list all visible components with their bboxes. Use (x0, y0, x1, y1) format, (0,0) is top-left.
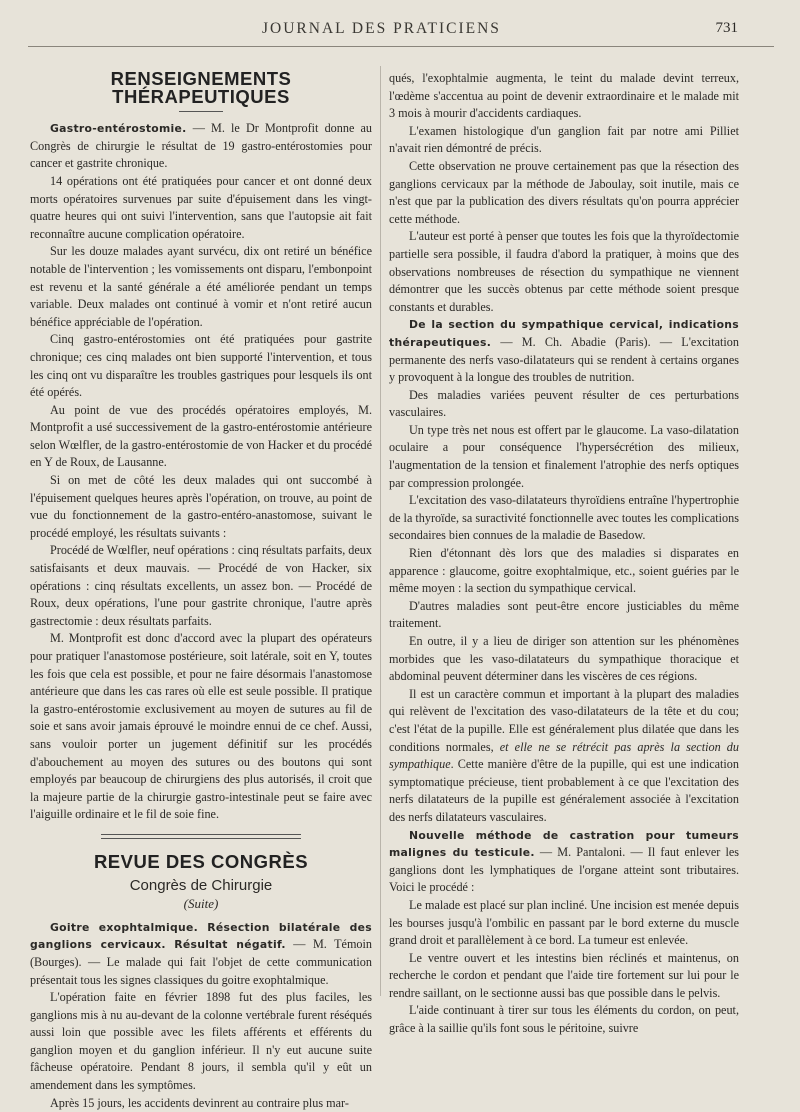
journal-title: JOURNAL DES PRATICIENS (262, 20, 501, 37)
paragraph: Cette observation ne prouve certainement pas que la résection des ganglions cervicaux par la méthode de Jaboulay, soit inutile, mais ce n'est que par la publication des divers résultats qu'on pourra apprécier cette méthode. (389, 158, 739, 226)
article-topic: Nouvelle méthode de castration pour tumeurs malignes du testicule. (389, 828, 739, 860)
paragraph: L'examen histologique d'un ganglion fait par notre ami Pilliet n'avait rien démontré de précis. (389, 123, 739, 156)
column-divider (380, 66, 381, 996)
section-rule (179, 111, 223, 112)
header-rule (28, 46, 774, 47)
article-goitre-paragraph (30, 919, 372, 989)
paragraph: Procédé de Wœlfler, neuf opérations : cinq résultats parfaits, deux satisfaisants et deux mauvais. — Procédé de von Hacker, six opérations : cinq résultats excellents, un assez bon. — Procédé de Roux, deux opérations, l'une pour gastrite chronique, l'autre après gastrectomie : deux résultats parfaits. (30, 543, 372, 628)
article-topic: Goitre exophtalmique. Résection bilatérale des ganglions cervicaux. Résultat négatif. (30, 920, 372, 952)
paragraph: Le ventre ouvert et les intestins bien réclinés et maintenus, on recherche le cordon et pendant que l'aide tire fortement sur lui pour le rendre saillant, on le sectionne aussi bas que possible dans le pelvis. (389, 950, 739, 1000)
congress-note: (Suite) (183, 896, 219, 912)
paragraph: 14 opérations ont été pratiquées pour cancer et ont donné deux morts opératoires survenues par suite d'épuisement dans les vingt-quatre heures qui ont suivi l'intervention, sans que l'autopsie ait fait reconnaître aucune complication opératoire. (30, 173, 372, 241)
right-column (389, 70, 739, 1038)
section-separator (101, 834, 301, 839)
emphasis-text: et elle ne se rétrécit pas après la section du sympathique (389, 739, 739, 772)
paragraph: Un type très net nous est offert par le glaucome. La vaso-dilatation oculaire a pour conséquence l'hypersécrétion des milieux, l'augmentation de la tension et finalement l'atrophie des nerfs optiques par compression prolongée. (389, 422, 739, 490)
congress-title: Congrès de Chirurgie (129, 876, 273, 894)
paragraph: qués, l'exophtalmie augmenta, le teint du malade devint terreux, l'œdème s'accentua au point de devenir extraordinaire et le malade mit 3 mois à mourir d'accidents cardiaques. (389, 71, 739, 121)
paragraph: D'autres maladies sont peut-être encore justiciables du même traitement. (389, 598, 739, 631)
section-title-revue: REVUE DES CONGRÈS (93, 850, 309, 872)
article-topic: De la section du sympathique cervical, indications thérapeutiques. (389, 318, 739, 349)
paragraph-text: — M. Ch. Abadie (Paris). — L'excitation permanente des nerfs vaso-dilatateurs qui se rendent à certains organes y provoquent à la longue des troubles de nutrition. (389, 334, 739, 385)
left-column (30, 58, 372, 1112)
paragraph-text: — M. le Dr Montprofit donne au Congrès de chirurgie le résultat de 19 gastro-entérostomies pour cancer et gastrite chronique. (30, 121, 372, 171)
paragraph-text: Il est un caractère commun et important à la plupart des maladies qui relèvent de l'excitation des vaso-dilatateurs de la tête et du cou; c'est l'état de la pupille. Elle est généralement plus dilatée que dans les conditions normales, (389, 686, 739, 754)
article-topic: Gastro-entérostomie. (50, 122, 187, 136)
paragraph: L'opération faite en février 1898 fut des plus faciles, les ganglions mis à nu au-devant de la colonne vertébrale furent réséqués aussi loin que possible avec les filets afférents et efférents du ganglion moyen et du ganglion inférieur. Il n'y eut aucune suite fâcheuse opératoire. Pendant 8 jours, il sembla qu'il y eût un amendement dans les symptômes. (30, 990, 372, 1093)
paragraph: L'aide continuant à tirer sur tous les éléments du cordon, on peut, grâce à la saillie qu'ils font sous le péritoine, suivre (389, 1003, 739, 1036)
paragraph: L'excitation des vaso-dilatateurs thyroïdiens entraîne l'hypertrophie de la thyroïde, sa suractivité fonctionnelle avec toutes les complications secondaires bien connues de la maladie de Basedow. (389, 493, 739, 543)
article-castration-paragraph (389, 827, 739, 897)
paragraph: En outre, il y a lieu de diriger son attention sur les phénomènes morbides que les vaso-dilatateurs du sympathique thoracique et abdominal peuvent déterminer dans les viscères de ces régions. (389, 634, 739, 684)
running-head (0, 20, 800, 44)
paragraph (389, 686, 739, 827)
paragraph: Cinq gastro-entérostomies ont été pratiquées pour gastrite chronique; ces cinq malades ont bien supporté l'intervention, et tous les cinq ont vu disparaître les troubles gastriques pour lesquels ils ont été opérés. (30, 332, 372, 400)
paragraph: M. Montprofit est donc d'accord avec la plupart des opérateurs pour pratiquer l'anastomose postérieure, soit latérale, soit en Y, toutes les fois que cela est possible, et pour ne faire désormais l'anastomose antérieure que dans les cas rares où elle est seule possible. Il pratique la gastro-entérostomie exclusivement au moyen de sutures au fil de soie et sans avoir jamais éprouvé le moindre ennui de ce chef. Aussi, sans vouloir porter un jugement définitif sur les procédés d'abouchement au moyen des sutures ou des boutons qui sont employés par beaucoup de chirurgiens des plus autorisés, il croit que la majeure partie de la chirurgie gastro-intestinale peut se faire avec l'aiguille ordinaire et le fil de soie fine. (30, 631, 372, 822)
article-sympathique-paragraph (389, 316, 739, 386)
paragraph: L'auteur est porté à penser que toutes les fois que la thyroïdectomie partielle sera possible, il faudra d'abord la pratiquer, à moins que des observations nombreuses de résection du sympathique ne viennent démontrer que les succès obtenus par cette méthode soient presque constants et durables. (389, 229, 739, 314)
paragraph-text: . Cette manière d'être de la pupille, qui est une indication symptomatique précieuse, tient probablement à ce que l'excitation des nerfs dilatateurs de la pupille est généralement associée à l'excitation des nerfs dilatateurs vasculaires. (389, 757, 739, 824)
paragraph: Au point de vue des procédés opératoires employés, M. Montprofit a usé successivement de la gastro-entérostomie antérieure selon Wœlfler, de la gastro-entérostomie de von Hacker et du procédé en Y de Roux, de Lausanne. (30, 402, 372, 470)
paragraph: Des maladies variées peuvent résulter de ces perturbations vasculaires. (389, 387, 739, 420)
page-number: 731 (715, 20, 738, 36)
section-title-renseignements: RENSEIGNEMENTS THÉRAPEUTIQUES (110, 68, 292, 107)
article-gastro-paragraph (30, 120, 372, 173)
paragraph: Si on met de côté les deux malades qui ont succombé à l'épuisement quelques heures après l'opération, on trouve, au point de vue du fonctionnement de la gastro-entéro-anastomose, suivant le procédé employé, les résultats suivants : (30, 473, 372, 540)
paragraph: Sur les douze malades ayant survécu, dix ont retiré un bénéfice notable de l'intervention ; les vomissements ont disparu, l'embonpoint est revenu et la santé générale a été améliorée pendant un temps variable. Deux malades ont continué à vomir et n'ont retiré aucun bénéfice appréciable de l'opération. (30, 244, 372, 329)
paragraph: Après 15 jours, les accidents devinrent au contraire plus mar- (50, 1095, 349, 1110)
paragraph: Le malade est placé sur plan incliné. Une incision est menée depuis les bourses jusqu'à l'ombilic en passant par le bord externe du muscle grand droit et parallèlement à ce bord. La tumeur est enlevée. (389, 897, 739, 948)
paragraph: Rien d'étonnant dès lors que des maladies si disparates en apparence : glaucome, goitre exophtalmique, etc., soient guéries par le même moyen : la section du sympathique cervical. (389, 546, 739, 596)
paragraph-text: — M. Témoin (Bourges). — Le malade qui fait l'objet de cette communication présentait tous les signes classiques du goitre exophtalmique. (30, 937, 373, 987)
paragraph-text: — M. Pantaloni. — Il faut enlever les ganglions dont les lymphatiques de l'organe atteint sont tributaires. Voici le procédé : (389, 845, 739, 895)
